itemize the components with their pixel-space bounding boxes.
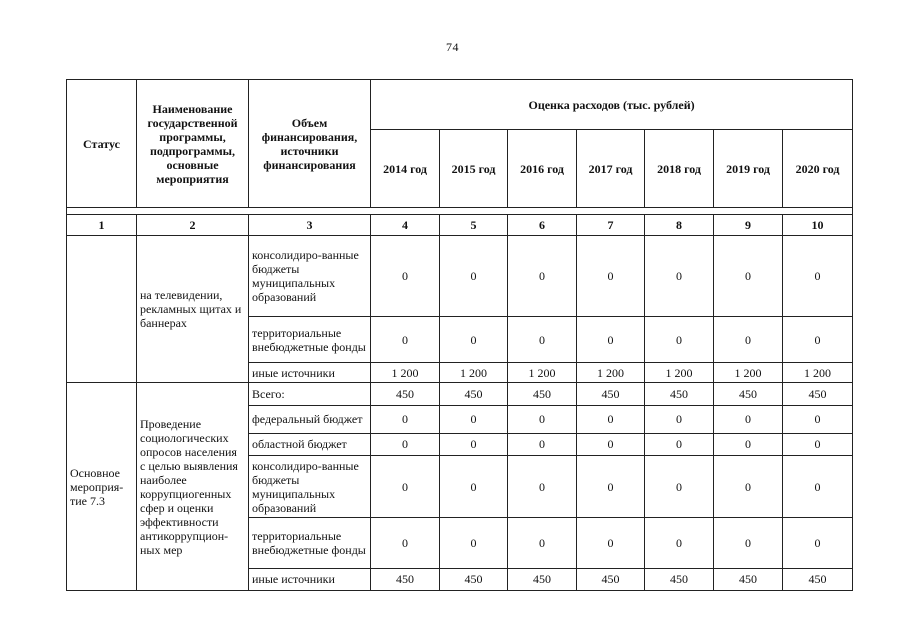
measure-7-3-block — [67, 383, 853, 591]
amount-cell: 0 — [577, 455, 645, 517]
page-number: 74 — [446, 40, 459, 54]
header-separator — [67, 208, 853, 215]
column-number: 9 — [714, 215, 783, 236]
amount-cell: 0 — [371, 236, 440, 317]
header-financing-volume: Объем финансирования, источники финансирования — [249, 80, 371, 208]
continued-block — [67, 236, 853, 383]
amount-cell: 0 — [371, 433, 440, 455]
amount-cell: 0 — [645, 405, 714, 433]
column-numbers-row — [67, 215, 853, 236]
amount-cell: 0 — [645, 518, 714, 568]
amount-cell: 0 — [508, 236, 577, 317]
amount-cell: 0 — [783, 236, 853, 317]
amount-cell: 0 — [577, 316, 645, 362]
amount-cell: 0 — [577, 236, 645, 317]
column-number: 2 — [137, 215, 249, 236]
amount-cell: 0 — [508, 518, 577, 568]
amount-cell: 0 — [783, 405, 853, 433]
amount-cell: 0 — [783, 518, 853, 568]
funding-source-cell: областной бюджет — [249, 433, 371, 455]
column-number: 8 — [645, 215, 714, 236]
program-name-cell: на телевидении, рекламных щитах и баннерах — [137, 236, 249, 383]
amount-cell: 0 — [645, 316, 714, 362]
amount-cell: 0 — [508, 405, 577, 433]
amount-cell: 0 — [440, 316, 508, 362]
amount-cell: 450 — [371, 383, 440, 405]
amount-cell: 1 200 — [645, 363, 714, 383]
amount-cell: 0 — [714, 316, 783, 362]
amount-cell: 450 — [714, 568, 783, 590]
column-number: 7 — [577, 215, 645, 236]
amount-cell: 0 — [440, 455, 508, 517]
amount-cell: 0 — [577, 433, 645, 455]
amount-cell: 450 — [508, 568, 577, 590]
header-year: 2019 год — [714, 130, 783, 208]
header-status: Статус — [67, 80, 137, 208]
funding-source-cell: федеральный бюджет — [249, 405, 371, 433]
amount-cell: 1 200 — [783, 363, 853, 383]
amount-cell: 0 — [371, 405, 440, 433]
amount-cell: 0 — [783, 433, 853, 455]
amount-cell: 0 — [440, 236, 508, 317]
program-name-cell: Проведение социологических опросов населения с целью выявления наиболее коррупциогенных сфер и оценки эффективности антикоррупцион-ных мер — [137, 383, 249, 591]
funding-source-cell: территориальные внебюджетные фонды — [249, 518, 371, 568]
header-expense-estimate: Оценка расходов (тыс. рублей) — [371, 80, 853, 130]
amount-cell: 1 200 — [440, 363, 508, 383]
amount-cell: 0 — [714, 236, 783, 317]
amount-cell: 0 — [645, 433, 714, 455]
funding-source-cell: иные источники — [249, 363, 371, 383]
header-year: 2016 год — [508, 130, 577, 208]
amount-cell: 0 — [645, 455, 714, 517]
amount-cell: 1 200 — [714, 363, 783, 383]
column-number: 5 — [440, 215, 508, 236]
amount-cell: 1 200 — [577, 363, 645, 383]
status-cell: Основное мероприя-тие 7.3 — [67, 383, 137, 591]
amount-cell: 0 — [714, 455, 783, 517]
amount-cell: 0 — [714, 405, 783, 433]
amount-cell: 0 — [371, 455, 440, 517]
header-year: 2014 год — [371, 130, 440, 208]
header-year: 2020 год — [783, 130, 853, 208]
amount-cell: 0 — [714, 518, 783, 568]
amount-cell: 0 — [508, 455, 577, 517]
amount-cell: 0 — [440, 518, 508, 568]
amount-cell: 450 — [645, 568, 714, 590]
amount-cell: 450 — [577, 383, 645, 405]
amount-cell: 0 — [508, 316, 577, 362]
column-number: 1 — [67, 215, 137, 236]
header-year: 2015 год — [440, 130, 508, 208]
amount-cell: 1 200 — [371, 363, 440, 383]
amount-cell: 0 — [508, 433, 577, 455]
column-number: 3 — [249, 215, 371, 236]
amount-cell: 0 — [577, 518, 645, 568]
amount-cell: 450 — [440, 383, 508, 405]
status-cell — [67, 236, 137, 383]
amount-cell: 450 — [508, 383, 577, 405]
header-year: 2018 год — [645, 130, 714, 208]
funding-source-cell: территориальные внебюджетные фонды — [249, 316, 371, 362]
amount-cell: 0 — [440, 433, 508, 455]
amount-cell: 0 — [714, 433, 783, 455]
amount-cell: 450 — [645, 383, 714, 405]
amount-cell: 0 — [371, 518, 440, 568]
column-number: 6 — [508, 215, 577, 236]
funding-source-cell: консолидиро-ванные бюджеты муниципальных образований — [249, 455, 371, 517]
budget-table — [66, 79, 853, 591]
table-row — [67, 383, 853, 405]
amount-cell: 1 200 — [508, 363, 577, 383]
amount-cell: 0 — [371, 316, 440, 362]
amount-cell: 0 — [783, 316, 853, 362]
amount-cell: 450 — [440, 568, 508, 590]
column-number: 10 — [783, 215, 853, 236]
funding-source-cell: консолидиро-ванные бюджеты муниципальных образований — [249, 236, 371, 317]
column-number: 4 — [371, 215, 440, 236]
funding-source-cell: Всего: — [249, 383, 371, 405]
funding-source-cell: иные источники — [249, 568, 371, 590]
amount-cell: 450 — [577, 568, 645, 590]
table-row — [67, 236, 853, 317]
amount-cell: 0 — [440, 405, 508, 433]
amount-cell: 450 — [783, 568, 853, 590]
amount-cell: 450 — [371, 568, 440, 590]
amount-cell: 450 — [714, 383, 783, 405]
header-program-name: Наименование государственной программы, подпрограммы, основные мероприятия — [137, 80, 249, 208]
header-year: 2017 год — [577, 130, 645, 208]
amount-cell: 450 — [783, 383, 853, 405]
amount-cell: 0 — [577, 405, 645, 433]
amount-cell: 0 — [645, 236, 714, 317]
amount-cell: 0 — [783, 455, 853, 517]
